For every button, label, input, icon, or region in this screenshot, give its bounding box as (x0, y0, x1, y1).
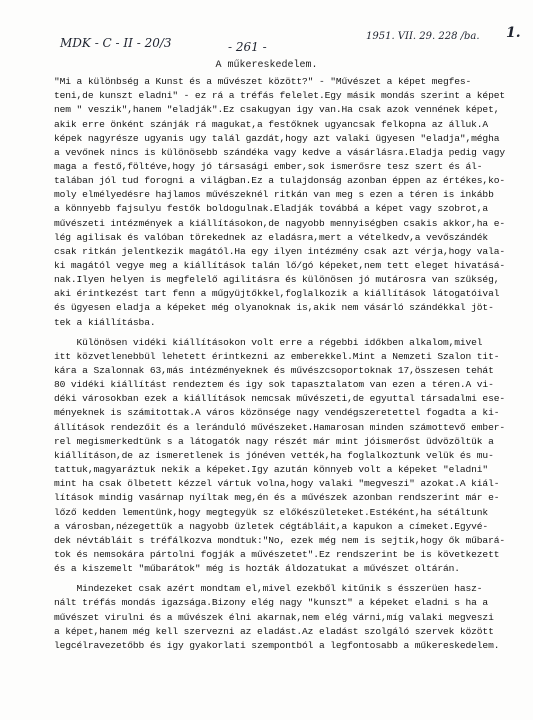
text-line: tattuk,magyaráztuk nekik a képeket.Igy azután könnyeb volt a képeket "eladni" (54, 464, 489, 475)
text-line: moly elmélyedésre hajlamos művészeknél ritkán van meg s ezen a téren is inkább (54, 189, 494, 201)
handwritten-sheet-number: 1. (506, 25, 521, 41)
text-line: képek nagyrésze ugyanis ugy talál gazdát,hogy azt valaki ügyesen "eladja",mégha (54, 132, 500, 144)
text-line: tek a kiállításba. (54, 316, 156, 328)
text-line: ményeknek is számitottak.A város közönsége nagy vendégszeretettel fogadta a ki- (54, 407, 500, 419)
text-line: teni,de kunszt eladni" - ez rá a tréfás felelet.Egy másik mondás szerint a képet (54, 90, 505, 102)
handwritten-page-number: - 261 - (228, 40, 267, 54)
text-line: a vevőnek nincs is különösebb szándéka vagy kedve a vásárlásra.Eladja pedig vagy (54, 146, 505, 158)
text-line: kára a Szalonnak 63,más intézményeknek és művészcsoportoknak 17,összesen tehát (54, 365, 494, 376)
text-line: aki érintkezést tart fenn a műgyüjtőkkel,foglalkozik a kiállítások látogatóival (54, 288, 500, 300)
text-line: nem " veszik",hanem "eladják".Ez csakugyan igy van.Ha csak azok vennének képet, (54, 104, 500, 116)
text-line: lítások mindig vasárnap nyíltak meg,én és a művészek azonban rendszerint már e- (54, 492, 500, 504)
text-line: és a kiszemelt "műbarátok" még is hozták áldozatukat a művészet oltárán. (54, 563, 460, 575)
text-line: nált tréfás mondás igazsága.Bizony elég nagy "kunszt" a képeket eladni s ha a (54, 597, 489, 609)
text-line: akik erre önként szánják rá magukat,a festőknek ugyancsak felkopna az álluk.A (54, 118, 489, 130)
text-line: csak ritkán jelentkezik magától.Ha egy ilyen intézmény csak azt vérja,hogy vala- (54, 245, 505, 257)
text-line: déki városokban ezek a kiállítások nemcsak művészeti,de egyuttal társadalmi ese- (54, 393, 505, 405)
text-line: a képet,hanem még kell szervezni az eladást.Az eladást szolgáló szervek között (54, 625, 494, 637)
handwritten-date-note: 1951. VII. 29. 228 /ba. (366, 31, 480, 42)
text-line: mint ha csak ölbetett kézzel vártuk volna,hogy valaki "megveszi" azokat.A kiál- (54, 478, 500, 490)
text-line: művészeti intézmények a kiállításokon,de nagyobb mennyiségben csakis akkor,ha e- (54, 217, 505, 229)
text-line: nak.Ilyen helyen is megfelelő agilitásra és különösen jó mutárosra van szükség, (54, 274, 500, 286)
text-line: állítások rendezőit és a leránduló művészeket.Hamarosan minden számottevő ember- (54, 421, 505, 433)
text-line: dek névtábláit s tréfálkozva mondtuk:"No, ezek még nem is sejtik,hogy ők műbará- (54, 534, 505, 546)
text-line: és ügyesen eladja a képeket még olyanoknak is,akik nem vásárló szándékkal jöt- (54, 302, 494, 314)
text-line: lőző kedden lementünk,hogy megtegyük sz előkészületeket.Estéként,ha sétáltunk (54, 506, 489, 518)
text-line: 80 vidéki kiállítást rendeztem és igy sok tapasztalatom van ezen a téren.A vi- (54, 379, 494, 391)
text-line: ki magától vegye meg a kiállítások talán lő/gó képeket,nem tett eleget hivatásá- (54, 260, 505, 271)
text-line: legcélravezetőbb és igy gyakorlati szempontból a legfontosabb a műkereskedelem. (54, 639, 500, 651)
text-line: talában jól tud forogni a világban.Ez a tulajdonság azonban éppen az értékes,ko- (54, 175, 505, 187)
text-line: kiállításon,de az ismeretlenek is jónéven vették,ha foglalkoztunk velük és mu- (54, 449, 494, 461)
text-line: tok és nemsokára pártolni fogják a művészetet".Ez rendszerint be is következett (54, 548, 500, 560)
text-line: Mindezeket csak azért mondtam el,mivel ezekből kitűnik s ésszerüen hasz- (54, 583, 483, 595)
text-line: itt közvetlenebbül lehetett érintkezni az emberekkel.Mint a Nemzeti Szalon tit- (54, 350, 500, 362)
text-line: lég agilisak és valóban törekednek az eladásra,mert a vételkedv,a vevőszándék (54, 231, 489, 243)
text-line: rel megismerkedtünk s a látogatók nagy részét már mint jóismerőst üdvözöltük a (54, 435, 494, 447)
text-line: művészet virulni és a művészek élni akarnak,nem elég várni,míg valaki megveszi (54, 611, 494, 623)
text-line: "Mi a különbség a Kunst és a művészet között?" - "Művészet a képet megfes- (54, 76, 472, 87)
text-line: a könnyebb fajsulyu festők boldogulnak.Eladják továbbá a képet vagy szobrot,a (54, 203, 489, 215)
text-line: Különösen vidéki kiállításokon volt erre a régebbi időkben alkalom,mivel (54, 336, 483, 348)
handwritten-archive-code: MDK - C - II - 20/3 (60, 36, 172, 50)
text-line: a városban,nézegettük a nagyobb üzletek cégtábláit,a kapukon a címeket.Egyvé- (54, 520, 489, 532)
text-line: maga a festő,föltéve,hogy jó társasági ember,sok ismerősre tesz szert és ál- (54, 160, 483, 172)
document-title: A műkereskedelem. (215, 60, 318, 71)
